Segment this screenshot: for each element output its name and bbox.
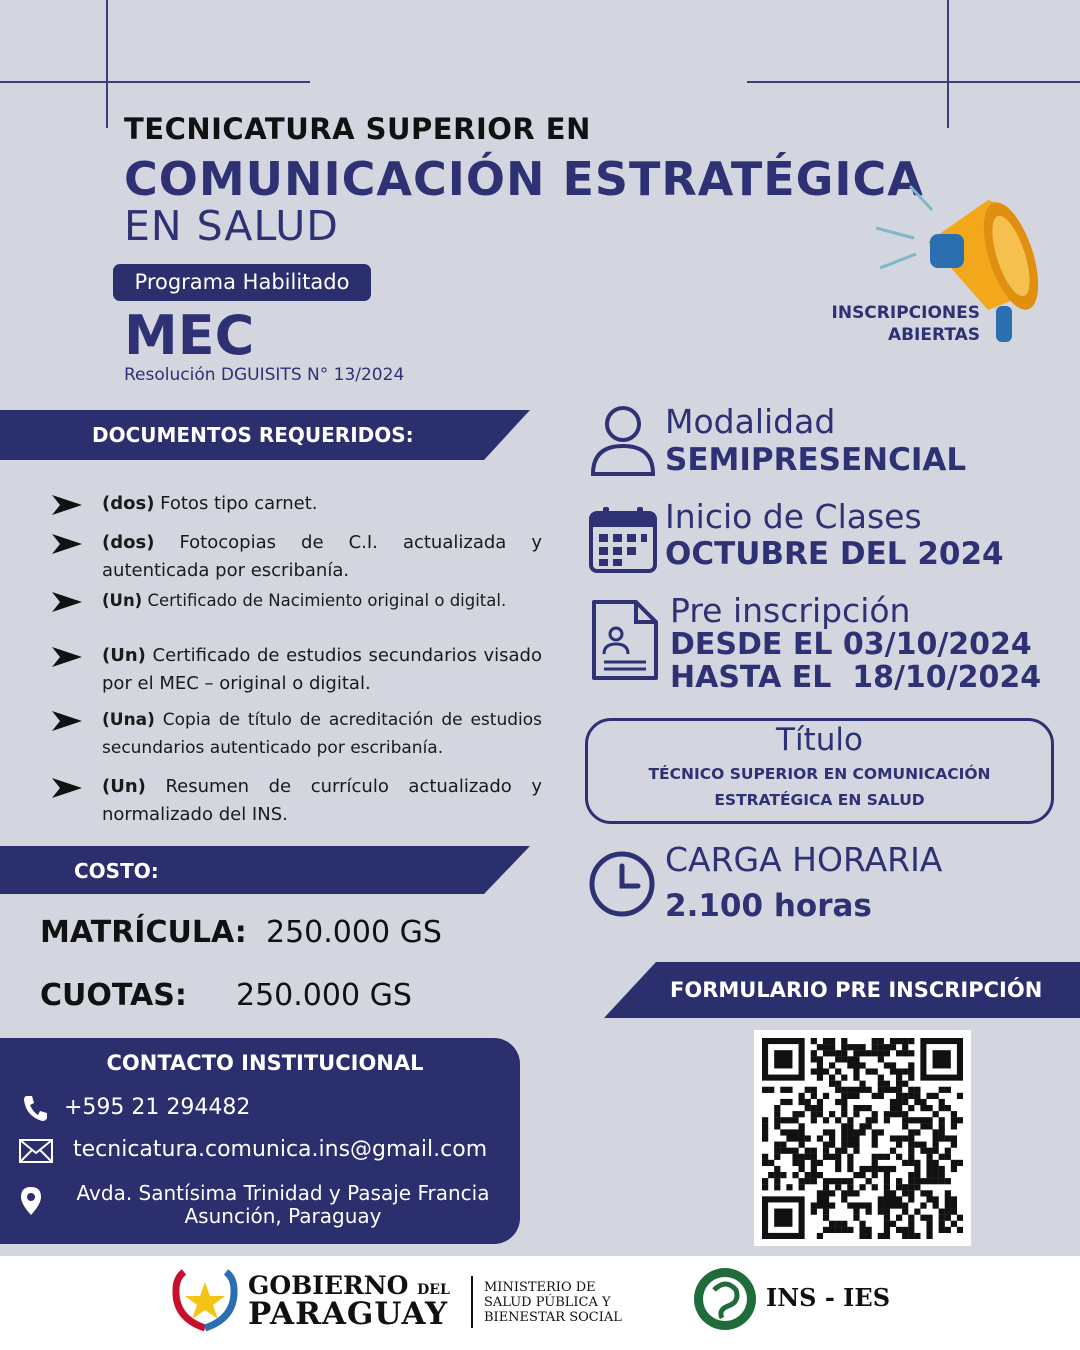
prereg-from: DESDE EL 03/10/2024 xyxy=(670,627,1032,662)
ministry-line-1: MINISTERIO DE xyxy=(484,1280,596,1295)
document-icon xyxy=(590,598,660,682)
cost-heading: COSTO: xyxy=(74,859,159,883)
document-text: Copia de título de acreditación de estudios secundarios autenticado por escribanía. xyxy=(102,710,542,758)
document-qty: (dos) xyxy=(102,532,155,553)
promo-line-2: ABIERTAS xyxy=(887,325,980,345)
document-text: Certificado de estudios secundarios visado por el MEC – original o digital. xyxy=(102,645,542,694)
start-value: OCTUBRE DEL 2024 xyxy=(665,536,1004,572)
location-pin-icon xyxy=(20,1186,42,1216)
degree-line-1: TÉCNICO SUPERIOR EN COMUNICACIÓN xyxy=(648,765,991,783)
decor-line-left-h xyxy=(0,81,310,83)
mail-icon xyxy=(19,1139,53,1163)
decor-line-right-v xyxy=(947,0,949,128)
prereg-label: Pre inscripción xyxy=(670,591,911,630)
hours-label: CARGA HORARIA xyxy=(665,840,943,879)
document-qty: (Un) xyxy=(102,591,143,610)
arrow-icon xyxy=(50,591,84,613)
documents-heading: DOCUMENTOS REQUERIDOS: xyxy=(92,423,414,447)
modality-value: SEMIPRESENCIAL xyxy=(665,442,967,478)
document-text: Fotocopias de C.I. actualizada y autenticada por escribanía. xyxy=(102,532,542,581)
document-item-4 xyxy=(50,642,542,698)
calendar-icon xyxy=(588,506,658,574)
contact-email[interactable]: tecnicatura.comunica.ins@gmail.com xyxy=(73,1137,488,1162)
monthly-fee-label: CUOTAS: xyxy=(40,978,187,1013)
arrow-icon xyxy=(50,710,84,732)
document-qty: (dos) xyxy=(102,493,155,514)
document-qty: (Un) xyxy=(102,645,146,666)
document-qty: (Un) xyxy=(102,776,146,797)
document-item-1 xyxy=(50,490,542,518)
cost-heading-banner xyxy=(0,846,532,896)
document-item-3 xyxy=(50,587,542,615)
contact-heading: CONTACTO INSTITUCIONAL xyxy=(106,1051,424,1075)
address-line-2: Asunción, Paraguay xyxy=(184,1204,382,1228)
document-qty: (Una) xyxy=(102,710,155,730)
form-heading-banner xyxy=(604,962,1080,1018)
ministry-line-3: BIENESTAR SOCIAL xyxy=(484,1310,622,1325)
program-subtitle: EN SALUD xyxy=(124,202,339,250)
enrollment-open-label xyxy=(790,302,980,346)
gov-del: DEL xyxy=(417,1282,450,1298)
arrow-icon xyxy=(50,646,84,668)
decor-line-left-v xyxy=(106,0,108,128)
document-text: Certificado de Nacimiento original o digital. xyxy=(142,591,507,610)
degree-line-2: ESTRATÉGICA EN SALUD xyxy=(714,791,925,809)
gov-country: PARAGUAY xyxy=(248,1296,449,1332)
start-label: Inicio de Clases xyxy=(665,497,922,536)
ministry-name xyxy=(484,1280,622,1325)
document-item-5 xyxy=(50,706,542,762)
program-org: MEC xyxy=(124,304,255,367)
hours-value: 2.100 horas xyxy=(665,888,872,924)
resolution-text: Resolución DGUISITS N° 13/2024 xyxy=(124,365,405,385)
phone-icon xyxy=(22,1094,48,1122)
clock-icon xyxy=(588,850,656,918)
contact-phone[interactable]: +595 21 294482 xyxy=(64,1095,251,1120)
contact-address xyxy=(58,1182,508,1228)
enrollment-fee-value: 250.000 GS xyxy=(266,915,442,950)
modality-label: Modalidad xyxy=(665,402,836,441)
form-heading: FORMULARIO PRE INSCRIPCIÓN xyxy=(670,978,1043,1002)
ins-seal-icon xyxy=(692,1266,758,1332)
document-item-6 xyxy=(50,773,542,829)
document-text: Resumen de currículo actualizado y normalizado del INS. xyxy=(102,776,542,825)
paraguay-coat-of-arms-icon xyxy=(170,1268,240,1332)
institute-name: INS - IES xyxy=(766,1283,891,1312)
program-title: COMUNICACIÓN ESTRATÉGICA xyxy=(124,152,924,206)
qr-code[interactable] xyxy=(762,1038,963,1239)
footer-divider xyxy=(471,1276,473,1328)
arrow-icon xyxy=(50,533,84,555)
gov-line-1: GOBIERNO xyxy=(248,1271,409,1300)
program-pretitle: TECNICATURA SUPERIOR EN xyxy=(124,112,591,146)
promo-line-1: INSCRIPCIONES xyxy=(831,303,980,323)
document-text: Fotos tipo carnet. xyxy=(154,493,318,514)
arrow-icon xyxy=(50,494,84,516)
prereg-to: HASTA EL 18/10/2024 xyxy=(670,660,1042,695)
enrollment-fee-label: MATRÍCULA: xyxy=(40,915,247,950)
program-badge: Programa Habilitado xyxy=(113,264,371,301)
degree-label: Título xyxy=(776,722,863,758)
arrow-icon xyxy=(50,777,84,799)
documents-heading-banner xyxy=(0,410,532,462)
document-item-2 xyxy=(50,529,542,585)
ministry-line-2: SALUD PÚBLICA Y xyxy=(484,1295,611,1310)
degree-text xyxy=(600,761,1039,813)
decor-line-right-h xyxy=(747,81,1080,83)
address-line-1: Avda. Santísima Trinidad y Pasaje Francia xyxy=(76,1181,490,1205)
user-icon xyxy=(590,404,656,476)
monthly-fee-value: 250.000 GS xyxy=(236,978,412,1013)
